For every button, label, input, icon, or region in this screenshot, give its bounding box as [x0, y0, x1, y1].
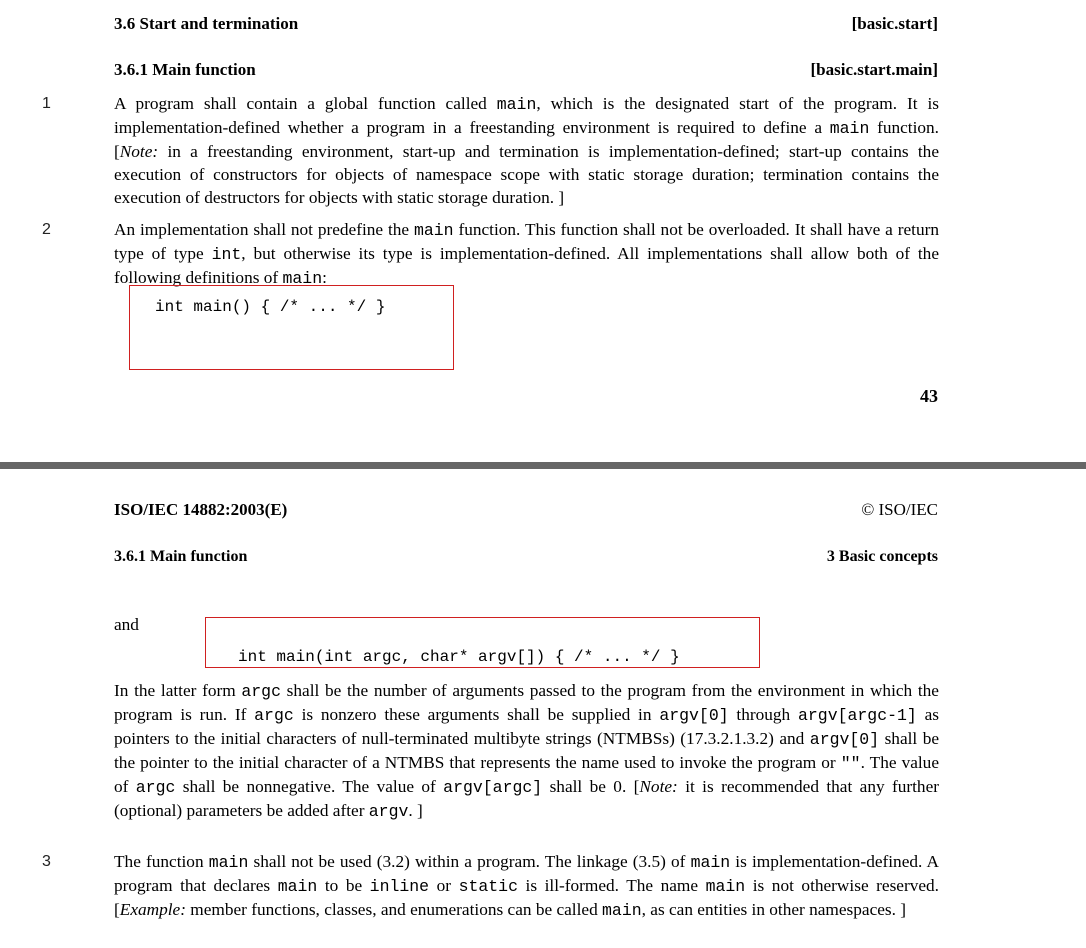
text: , as can entities in other namespaces. ] [641, 900, 907, 919]
text: A program shall contain a global function called [114, 94, 497, 113]
code-term: argv[argc-1] [798, 706, 917, 725]
code-term: argv[0] [659, 706, 729, 725]
section-tag: [basic.start] [851, 14, 938, 33]
text: member functions, classes, and enumerations can be called [185, 900, 603, 919]
text: shall be 0. [ [542, 777, 640, 796]
code-term: main [705, 877, 746, 896]
text: . The value of [114, 753, 939, 796]
paragraph-number: 2 [42, 221, 51, 238]
text: . ] [408, 801, 423, 820]
code-term: argv[argc] [443, 778, 543, 797]
code-term: inline [369, 877, 430, 896]
text: to be [317, 876, 370, 895]
text: or [429, 876, 459, 895]
text: in a freestanding environment, start-up and termination is implementation-defined; start-up contains the execution of constructors for objects of namespace scope with static storage duration; termination contains the execution of destructors for objects with static storage duration. ] [114, 142, 939, 207]
paragraph-2-continued [114, 679, 939, 823]
code-term: argv[0] [809, 730, 880, 749]
text: shall be nonnegative. The value of [175, 777, 444, 796]
text: function. [ [114, 118, 940, 161]
code-example-main-noargs: int main() { /* ... */ } [155, 298, 386, 316]
running-section: 3.6.1 Main function [114, 548, 248, 565]
text: as pointers to the initial characters of null-terminated multibyte strings (NTMBSs) (17.3.2.1.3.2) and [114, 705, 940, 748]
text: An implementation shall not predefine the [114, 220, 414, 239]
code-term: static [458, 877, 518, 896]
text: shall be the number of arguments passed to the program from the environment in which the program is run. If [114, 681, 939, 724]
paragraph-1 [114, 92, 939, 209]
text: function. This function shall not be overloaded. It shall have a return type of type [114, 220, 939, 263]
copyright: © ISO/IEC [861, 500, 938, 519]
code-term: main [496, 95, 537, 114]
code-term: main [413, 221, 454, 240]
subsection-title: 3.6.1 Main function [114, 60, 256, 79]
code-term: argc [135, 778, 176, 797]
text: : [322, 268, 327, 287]
text: In the latter form [114, 681, 242, 700]
code-term: argv [368, 802, 409, 821]
code-term: main [829, 119, 870, 138]
text: shall not be used (3.2) within a program. The linkage (3.5) of [248, 852, 691, 871]
running-chapter: 3 Basic concepts [826, 548, 938, 565]
text: The function [114, 852, 209, 871]
example-label: Example: [119, 900, 186, 919]
paragraph-3 [114, 850, 939, 922]
paragraph-number: 3 [42, 853, 51, 870]
code-term: int [211, 245, 242, 264]
paragraph-number: 1 [42, 95, 51, 112]
note-label: Note: [639, 777, 678, 796]
code-term: main [282, 269, 323, 288]
text: through [728, 705, 798, 724]
paragraph-2 [114, 218, 939, 290]
text: shall be the pointer to the initial character of a NTMBS that represents the name used to invoke the program or [114, 729, 939, 772]
code-term: main [690, 853, 731, 872]
code-term: main [277, 877, 318, 896]
text: is implementation-defined. A program that declares [114, 852, 939, 895]
text: is not otherwise reserved. [ [114, 876, 939, 919]
note-label: Note: [119, 142, 159, 161]
code-example-main-argc-argv: int main(int argc, char* argv[]) { /* ... */ } [238, 648, 680, 666]
code-term: argc [241, 682, 281, 701]
section-title: 3.6 Start and termination [114, 14, 299, 33]
subsection-tag: [basic.start.main] [810, 60, 938, 79]
document-id: ISO/IEC 14882:2003(E) [114, 500, 288, 519]
page-number: 43 [920, 386, 938, 406]
page-divider [0, 462, 1086, 469]
text: , but otherwise its type is implementation-defined. All implementations shall allow both of the following definitions of [114, 244, 939, 287]
code-term: main [208, 853, 249, 872]
text: is ill-formed. The name [518, 876, 706, 895]
and-label: and [114, 615, 139, 634]
code-term: main [602, 901, 642, 920]
code-term: "" [840, 754, 861, 773]
code-term: argc [254, 706, 294, 725]
text: is nonzero these arguments shall be supplied in [293, 705, 660, 724]
text: it is recommended that any further (optional) parameters be added after [114, 777, 939, 820]
text: , which is the designated start of the program. It is implementation-defined whether a program in a freestanding environment is required to define a [114, 94, 939, 137]
